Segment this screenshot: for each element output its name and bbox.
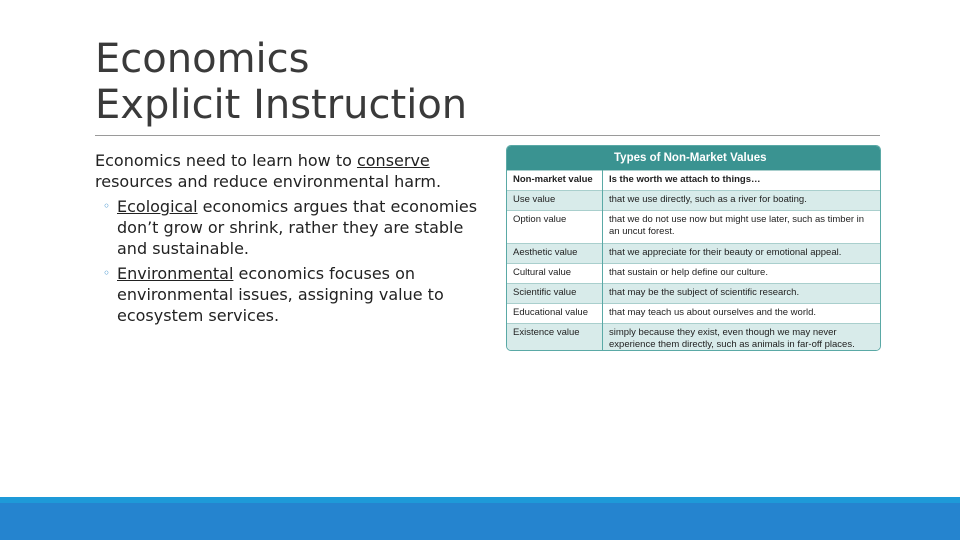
row-desc: simply because they exist, even though we may never experience them directly, such as animals in far-off places. <box>603 324 881 352</box>
slide-body <box>95 150 490 326</box>
intro-text-start: Economics need to learn how to <box>95 151 357 170</box>
bullet-text: economics focuses on environmental issues, assigning value to ecosystem services. <box>117 264 444 325</box>
slide-title-line-2: Explicit Instruction <box>95 82 468 128</box>
bullet-marker-icon: ◦ <box>103 266 111 280</box>
table-header-row <box>507 171 880 191</box>
header-cell-desc: Is the worth we attach to things… <box>603 171 881 191</box>
table-row <box>507 191 880 211</box>
row-desc: that sustain or help define our culture. <box>603 264 881 284</box>
table-row <box>507 324 880 352</box>
table-row <box>507 304 880 324</box>
intro-text-end: resources and reduce environmental harm. <box>95 172 442 191</box>
row-desc: that we appreciate for their beauty or emotional appeal. <box>603 244 881 264</box>
intro-paragraph <box>95 150 490 192</box>
bullet-environmental <box>95 263 490 326</box>
row-name: Educational value <box>507 304 603 324</box>
footer-accent-bar <box>0 497 960 540</box>
bullet-underlined-term: Environmental <box>117 264 234 283</box>
table-title: Types of Non-Market Values <box>507 146 880 171</box>
slide-title-line-1: Economics <box>95 36 310 82</box>
bullet-underlined-term: Ecological <box>117 197 198 216</box>
row-name: Scientific value <box>507 284 603 304</box>
row-desc: that may be the subject of scientific research. <box>603 284 881 304</box>
bullet-marker-icon: ◦ <box>103 199 111 213</box>
table-row <box>507 284 880 304</box>
intro-underlined-term: conserve <box>356 151 430 170</box>
table-row <box>507 211 880 244</box>
header-cell-name: Non-market value <box>507 171 603 191</box>
row-name: Option value <box>507 211 603 244</box>
slide-title <box>95 36 795 128</box>
bullet-text: economics argues that economies don’t grow or shrink, rather they are stable and sustainable. <box>117 197 478 258</box>
row-name: Use value <box>507 191 603 211</box>
row-name: Cultural value <box>507 264 603 284</box>
table-row <box>507 244 880 264</box>
row-desc: that may teach us about ourselves and the world. <box>603 304 881 324</box>
non-market-values-table <box>506 145 881 351</box>
bullet-ecological <box>95 196 490 259</box>
row-name: Aesthetic value <box>507 244 603 264</box>
row-name: Existence value <box>507 324 603 352</box>
row-desc: that we use directly, such as a river for boating. <box>603 191 881 211</box>
row-desc: that we do not use now but might use later, such as timber in an uncut forest. <box>603 211 881 244</box>
title-divider <box>95 135 880 136</box>
table-row <box>507 264 880 284</box>
